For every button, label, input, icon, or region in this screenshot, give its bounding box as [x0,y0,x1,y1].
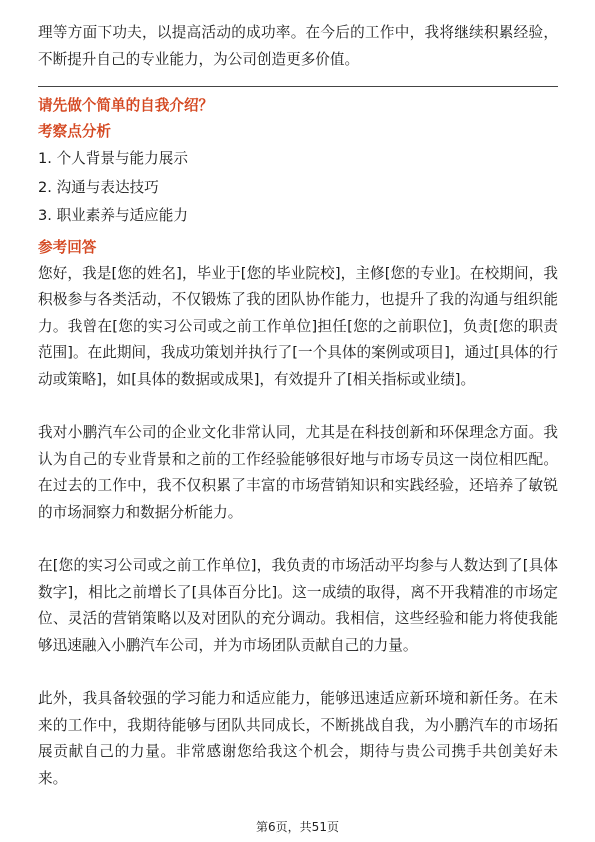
answer-paragraph: 此外，我具备较强的学习能力和适应能力，能够迅速适应新环境和新任务。在未来的工作中，我期待能够与团队共同成长，不断挑战自我，为小鹏汽车的市场拓展贡献自己的力量。非常感谢您给我这个机会，期待与贵公司携手共创美好未来。 [38,690,558,787]
list-item: 3. 职业素养与适应能力 [38,207,188,225]
answer-paragraph: 在[您的实习公司或之前工作单位]，我负责的市场活动平均参与人数达到了[具体数字]，相比之前增长了[具体百分比]。这一成绩的取得，离不开我精准的市场定位、灵活的营销策略以及对团队的充分调动。我相信，这些经验和能力将使我能够迅速融入小鹏汽车公司，并为市场团队贡献自己的力量。 [38,557,558,654]
answer-paragraph: 我对小鹏汽车公司的企业文化非常认同，尤其是在科技创新和环保理念方面。我认为自己的专业背景和之前的工作经验能够很好地与市场专员这一岗位相匹配。在过去的工作中，我不仅积累了丰富的市场营销知识和实践经验，还培养了敏锐的市场洞察力和数据分析能力。 [38,424,558,522]
list-item: 1. 个人背景与能力展示 [38,150,188,168]
answer-paragraph: 您好，我是[您的姓名]，毕业于[您的毕业院校]，主修[您的专业]。在校期间，我积极参与各类活动，不仅锻炼了我的团队协作能力，也提升了我的沟通与组织能力。我曾在[您的实习公司或之前工作单位]担任[您的之前职位]，负责[您的职责范围]。在此期间，我成功策划并执行了[一个具体的案例或项目]，通过[具体的行动或策略]，如[具体的数据或成果]，有效提升了[相关指标或业绩]。 [38,264,558,389]
intro-paragraph: 理等方面下功夫，以提高活动的成功率。在今后的工作中，我将继续积累经验，不断提升自己的专业能力，为公司创造更多价值。 [38,24,558,68]
analysis-list [38,145,558,231]
section-divider [38,86,558,87]
document-page [38,20,558,793]
answer-body [38,261,558,793]
list-item: 2. 沟通与表达技巧 [38,178,159,196]
question-title: 请先做个简单的自我介绍？ [38,97,214,115]
answer-title: 参考回答 [38,238,97,256]
analysis-title: 考察点分析 [38,123,111,141]
page-number: 第6页，共51页 [256,820,339,834]
